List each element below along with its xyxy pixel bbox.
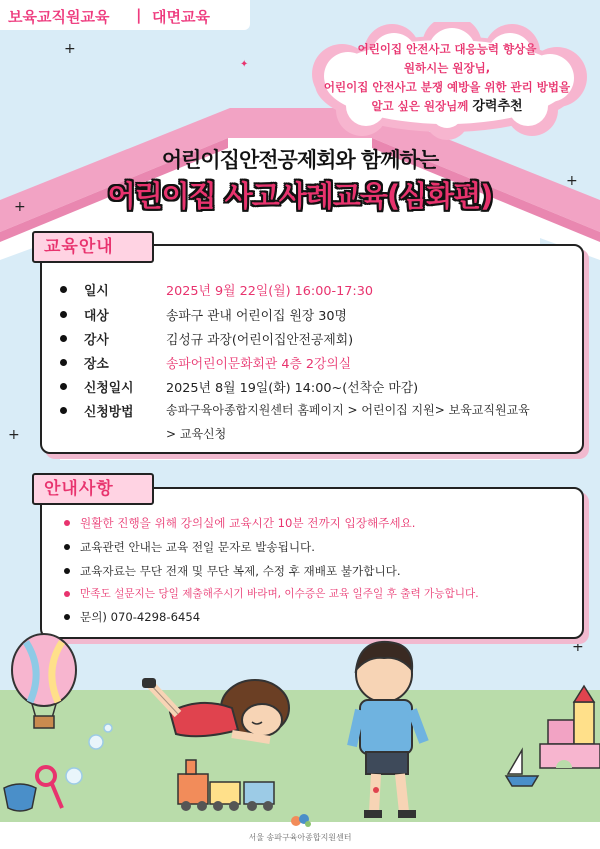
education-info-label: 교육안내 [32, 231, 154, 263]
playroom-illustration [0, 630, 600, 830]
tag-separator: | [136, 6, 142, 24]
notice-label: 안내사항 [32, 473, 154, 505]
bullet-icon [60, 407, 67, 414]
page-subtitle: 어린이집안전공제회와 함께하는 [161, 148, 439, 172]
info-key: 일시 [84, 284, 109, 299]
bullet-icon [60, 311, 67, 318]
info-value: 김성규 과장(어린이집안전공제회) [166, 333, 354, 348]
sparkle-icon: + [8, 427, 20, 443]
notice-text: 문의) 070-4298-6454 [80, 610, 201, 624]
info-value: 송파구 관내 어린이집 원장 30명 [166, 309, 347, 324]
cloud-line: 원하시는 원장님, [403, 61, 491, 75]
bullet-icon [64, 544, 70, 550]
sparkle-icon: + [64, 41, 76, 57]
cloud-line: 어린이집 안전사고 분쟁 예방을 위한 관리 방법을 [323, 80, 571, 94]
center-logo-icon [290, 812, 312, 830]
bullet-icon [60, 359, 67, 366]
hot-air-balloon-icon [12, 634, 76, 728]
bullet-icon [64, 591, 70, 597]
footer-organization: 서울 송파구육아종합지원센터 [248, 833, 352, 842]
star-icon: ✦ [240, 59, 249, 70]
education-info-panel [40, 244, 584, 454]
info-value: 2025년 8월 19일(화) 14:00~(선착순 마감) [166, 381, 419, 396]
bullet-icon [64, 568, 70, 574]
bullet-icon [64, 614, 70, 620]
toy-blocks-icon [540, 686, 600, 768]
injured-boy-icon [352, 642, 424, 818]
cloud-message [316, 40, 578, 116]
toy-train-icon [178, 760, 274, 811]
bullet-icon [64, 520, 70, 526]
info-key: 신청방법 [84, 405, 134, 420]
info-value: 송파구육아종합지원센터 홈페이지 > 어린이집 지원> 보육교직원교육 [166, 403, 530, 417]
info-value: 2025년 9월 22일(월) 16:00-17:30 [166, 284, 374, 299]
top-tag [0, 0, 250, 30]
info-key: 장소 [84, 357, 109, 372]
sparkle-icon: + [566, 173, 578, 189]
info-value-continued: > 교육신청 [166, 427, 227, 441]
toy-boat-icon [506, 750, 538, 786]
bullet-icon [60, 335, 67, 342]
crying-girl-icon [142, 678, 289, 740]
cloud-line [316, 97, 578, 116]
bullet-icon [60, 286, 67, 293]
notice-text: 만족도 설문지는 당일 제출해주시기 바라며, 이수증은 교육 일주일 후 출력 가능합니다. [80, 588, 479, 600]
info-key: 대상 [84, 309, 109, 324]
notice-text: 교육관련 안내는 교육 전일 문자로 발송됩니다. [80, 540, 315, 554]
sparkle-icon: + [572, 639, 584, 655]
notice-text: 원활한 진행을 위해 강의실에 교육시간 10분 전까지 입장해주세요. [80, 516, 416, 530]
tag-in-person-education: 대면교육 [152, 8, 210, 26]
page-title: 어린이집 사고사례교육(심화편) [107, 179, 493, 213]
info-key: 신청일시 [84, 381, 134, 396]
cloud-line: 어린이집 안전사고 대응능력 향상을 [357, 42, 537, 56]
cloud-line-prefix: 알고 싶은 원장님께 [371, 99, 473, 113]
sparkle-icon: + [14, 199, 26, 215]
tag-childcare-staff-education: 보육교직원교육 [8, 8, 110, 26]
info-key: 강사 [84, 333, 109, 348]
strong-recommend-highlight: 강력추천 [472, 99, 523, 114]
notice-text: 교육자료는 무단 전재 및 무단 복제, 수정 후 재배포 불가합니다. [80, 564, 401, 578]
bullet-icon [60, 383, 67, 390]
info-value: 송파어린이문화회관 4층 2강의실 [166, 357, 352, 372]
